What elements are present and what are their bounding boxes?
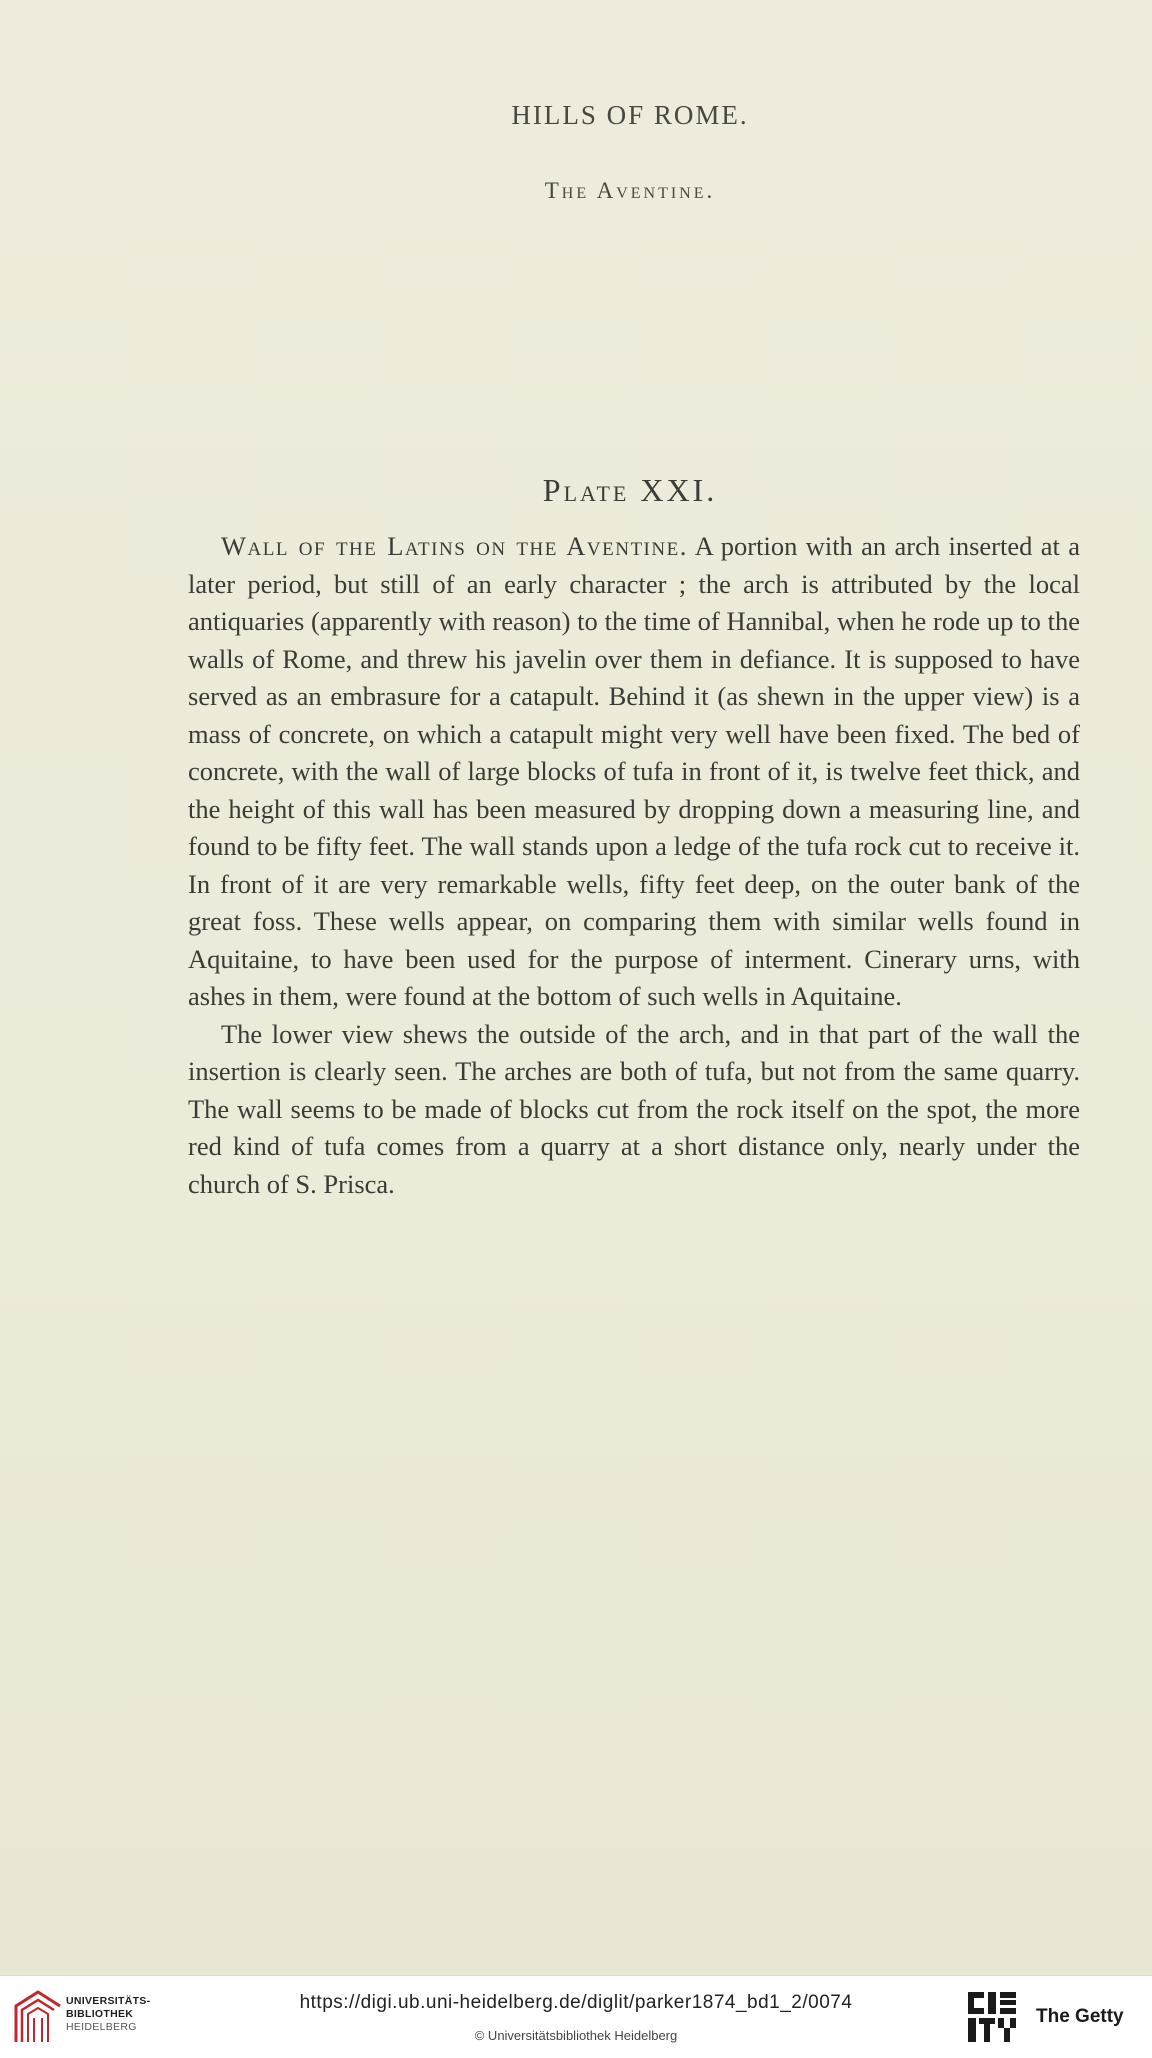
paragraph-1 [188,528,1080,1016]
running-head: HILLS OF ROME. [511,100,749,130]
getty-name: The Getty [1036,2006,1124,2027]
plate-title: Plate XXI. [542,472,718,508]
permalink-url[interactable]: https://digi.ub.uni-heidelberg.de/diglit/parker1874_bd1_2/0074 [299,1992,853,2013]
section-title: The Aventine. [544,178,716,203]
footer-bar [0,1975,1152,2058]
paragraph-lead: Wall of the Latins on the Aventine. [221,531,688,561]
body-text [188,528,1080,1203]
library-name-line: UNIVERSITÄTS- [66,1995,151,2007]
paragraph-2 [188,1016,1080,1204]
paragraph-2-text: The lower view shews the outside of the arch, and in that part of the wall the insertion is clearly seen. The arches are both of tufa, but not from the same quarry. The wall seems to be made of blocks cut from the rock itself on the spot, the more red kind of tufa comes from a quarry at a short distance only, nearly under the church of S. Prisca. [188,1018,1080,1199]
getty-logo-icon [966,1988,1018,2046]
paragraph-1-text: A portion with an arch inserted at a later period, but still of an early character ; the arch is attributed by the local antiquaries (apparently with reason) to the time of Hannibal, when he rode up to the walls of Rome, and threw his javelin over them in defiance. It is supposed to have served as an embrasure for a catapult. Behind it (as shewn in the upper view) is a mass of concrete, on which a catapult might very well have been fixed. The bed of concrete, with the wall of large blocks of tufa in front of it, is twelve feet thick, and the height of this wall has been measured by dropping down a measuring line, and found to be fifty feet. The wall stands upon a ledge of the tufa rock cut to receive it. In front of it are very remarkable wells, fifty feet deep, on the outer bank of the great foss. These wells appear, on comparing them with similar wells found in Aquitaine, to have been used for the purpose of interment. Cinerary urns, with ashes in them, were found at the bottom of such wells in Aquitaine. [188,531,1080,1011]
copyright-notice: © Universitätsbibliothek Heidelberg [474,2028,678,2043]
library-name-line: HEIDELBERG [66,2021,137,2033]
library-name-line: BIBLIOTHEK [66,2008,134,2020]
